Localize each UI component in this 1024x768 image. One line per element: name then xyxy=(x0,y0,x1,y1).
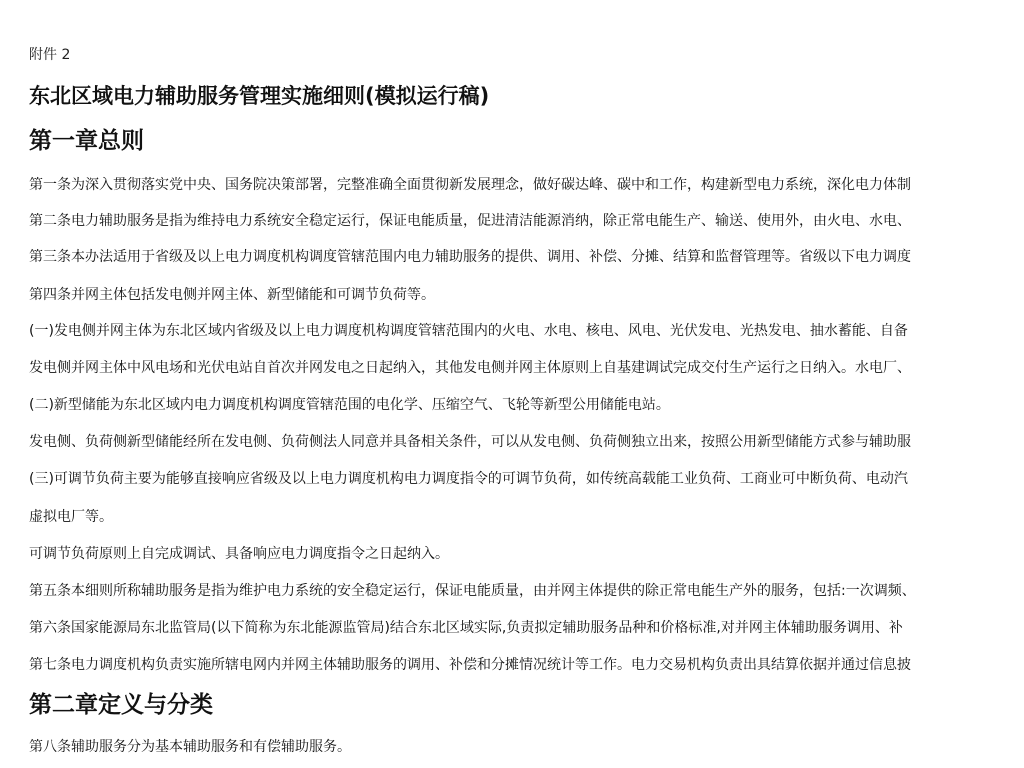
paragraph: (三)可调节负荷主要为能够直接响应省级及以上电力调度机构电力调度指令的可调节负荷，如传统高载能工业负荷、工商业可中断负荷、电动汽 xyxy=(29,471,908,487)
paragraph: 第八条辅助服务分为基本辅助服务和有偿辅助服务。 xyxy=(29,739,351,755)
attachment-label: 附件 2 xyxy=(29,47,71,63)
paragraph: 第二条电力辅助服务是指为维持电力系统安全稳定运行，保证电能质量，促进清洁能源消纳，除正常电能生产、输送、使用外，由火电、水电、 xyxy=(29,213,911,229)
paragraph: 第四条并网主体包括发电侧并网主体、新型储能和可调节负荷等。 xyxy=(29,287,435,303)
paragraph: 第七条电力调度机构负责实施所辖电网内并网主体辅助服务的调用、补偿和分摊情况统计等工作。电力交易机构负责出具结算依据并通过信息披 xyxy=(29,657,911,673)
paragraph: (二)新型储能为东北区域内电力调度机构调度管辖范围的电化学、压缩空气、飞轮等新型公用储能电站。 xyxy=(29,397,670,413)
paragraph: 发电侧并网主体中风电场和光伏电站自首次并网发电之日起纳入，其他发电侧并网主体原则上自基建调试完成交付生产运行之日纳入。水电厂、 xyxy=(29,360,911,376)
paragraph: (一)发电侧并网主体为东北区域内省级及以上电力调度机构调度管辖范围内的火电、水电、核电、风电、光伏发电、光热发电、抽水蓄能、自备 xyxy=(29,323,908,339)
paragraph: 可调节负荷原则上自完成调试、具备响应电力调度指令之日起纳入。 xyxy=(29,546,449,562)
paragraph: 发电侧、负荷侧新型储能经所在发电侧、负荷侧法人同意并具备相关条件，可以从发电侧、负荷侧独立出来，按照公用新型储能方式参与辅助服 xyxy=(29,434,911,450)
paragraph: 虚拟电厂等。 xyxy=(29,509,113,525)
paragraph: 第一条为深入贯彻落实党中央、国务院决策部署，完整准确全面贯彻新发展理念，做好碳达峰、碳中和工作，构建新型电力系统，深化电力体制 xyxy=(29,177,911,193)
paragraph: 第六条国家能源局东北监管局(以下简称为东北能源监管局)结合东北区域实际,负责拟定辅助服务品种和价格标准,对并网主体辅助服务调用、补 xyxy=(29,620,903,636)
chapter-heading: 第一章总则 xyxy=(29,128,144,154)
chapter-heading: 第二章定义与分类 xyxy=(29,692,213,718)
paragraph: 第三条本办法适用于省级及以上电力调度机构调度管辖范围内电力辅助服务的提供、调用、补偿、分摊、结算和监督管理等。省级以下电力调度 xyxy=(29,249,911,265)
paragraph: 第五条本细则所称辅助服务是指为维护电力系统的安全稳定运行，保证电能质量，由并网主体提供的除正常电能生产外的服务，包括:一次调频、 xyxy=(29,583,916,599)
document-title: 东北区域电力辅助服务管理实施细则(模拟运行稿) xyxy=(29,84,490,108)
